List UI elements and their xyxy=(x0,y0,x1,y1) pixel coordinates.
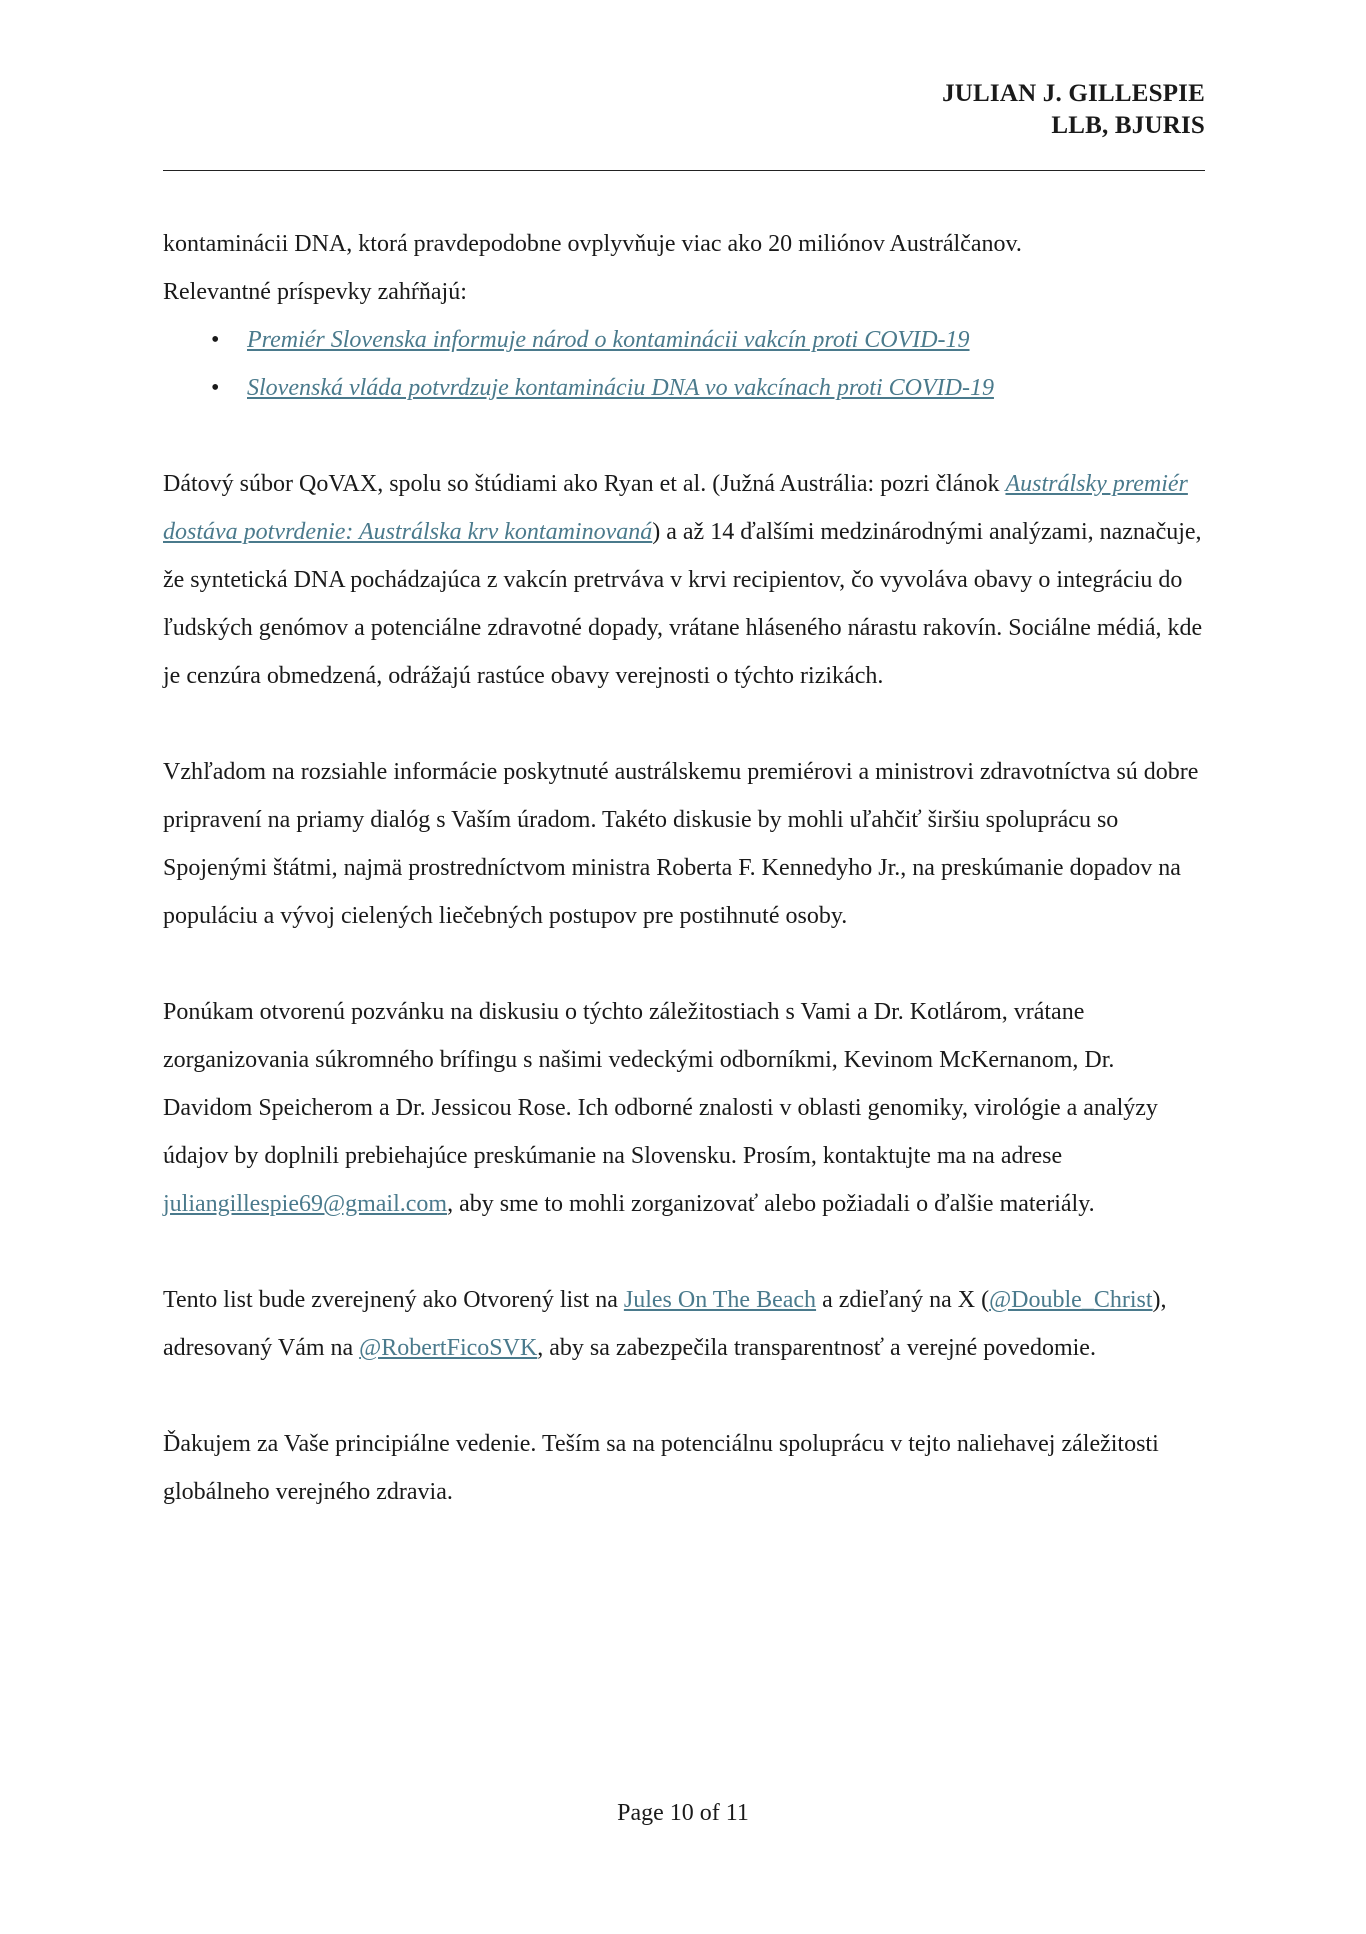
publication-text-2: a zdieľaný na X ( xyxy=(816,1287,990,1313)
paragraph-publication xyxy=(163,1276,1205,1372)
letterhead-name: JULIAN J. GILLESPIE xyxy=(942,80,1205,107)
reference-list xyxy=(163,316,1205,412)
letterhead-credentials: LLB, BJURIS xyxy=(1051,112,1205,139)
paragraph-thanks: Ďakujem za Vaše principiálne vedenie. Teším sa na potenciálnu spoluprácu v tejto naliehavej záležitosti globálneho verejného zdravia. xyxy=(163,1431,1159,1505)
publication-text-4: , aby sa zabezpečila transparentnosť a verejné povedomie. xyxy=(537,1335,1096,1361)
paragraph-dialog: Vzhľadom na rozsiahle informácie poskytnuté austrálskemu premiérovi a ministrovi zdravotníctva sú dobre pripravení na priamy dialóg s Vaším úradom. Takéto diskusie by mohli uľahčiť širšiu spoluprácu so Spojenými štátmi, najmä prostredníctvom ministra Roberta F. Kennedyho Jr., na preskúmanie dopadov na populáciu a vývoj cielených liečebných postupov pre postihnuté osoby. xyxy=(163,759,1199,929)
invitation-text-after: , aby sme to mohli zorganizovať alebo požiadali o ďalšie materiály. xyxy=(447,1191,1095,1217)
blog-link[interactable]: Jules On The Beach xyxy=(623,1287,817,1313)
list-item xyxy=(163,316,1205,364)
intro-paragraph xyxy=(163,220,1205,316)
article-link-australian-pm[interactable]: Austrálsky premiér dostáva potvrdenie: Austrálska krv kontaminovaná xyxy=(163,471,1188,545)
header-divider xyxy=(163,170,1205,171)
publication-text-1: Tento list bude zverejnený ako Otvorený list na xyxy=(163,1287,624,1313)
email-link[interactable]: juliangillespie69@gmail.com xyxy=(163,1191,448,1217)
reference-link-slovak-pm[interactable]: Premiér Slovenska informuje národ o kontaminácii vakcín proti COVID-19 xyxy=(247,327,970,353)
bullet-icon: • xyxy=(211,327,220,353)
qovax-text-before: Dátový súbor QoVAX, spolu so štúdiami ako Ryan et al. (Južná Austrália: pozri článok xyxy=(163,471,1006,497)
qovax-text-after: ) a až 14 ďalšími medzinárodnými analýzami, naznačuje, že syntetická DNA pochádzajúca z vakcín pretrváva v krvi recipientov, čo vyvoláva obavy o integráciu do ľudských genómov a potenciálne zdravotné dopady, vrátane hláseného nárastu rakovín. Sociálne médiá, kde je cenzúra obmedzená, odrážajú rastúce obavy verejnosti o týchto rizikách. xyxy=(163,519,1203,689)
list-item xyxy=(163,364,1205,412)
paragraph-qovax xyxy=(163,460,1205,700)
publication-text-3: ), adresovaný Vám na xyxy=(163,1287,1167,1361)
invitation-text-before: Ponúkam otvorenú pozvánku na diskusiu o týchto záležitostiach s Vami a Dr. Kotlárom, vrátane zorganizovania súkromného brífingu s našimi vedeckými odborníkmi, Kevinom McKernanom, Dr. Davidom Speicherom a Dr. Jessicou Rose. Ich odborné znalosti v oblasti genomiky, virológie a analýzy údajov by doplnili prebiehajúce preskúmanie na Slovensku. Prosím, kontaktujte ma na adrese xyxy=(163,999,1158,1169)
x-handle-link[interactable]: @Double_Christ xyxy=(989,1287,1153,1313)
letterhead xyxy=(942,78,1205,142)
letter-body xyxy=(163,220,1205,1564)
intro-line-2: Relevantné príspevky zahŕňajú: xyxy=(163,279,467,305)
paragraph-invitation xyxy=(163,988,1205,1228)
page-number: Page 10 of 11 xyxy=(617,1800,749,1826)
bullet-icon: • xyxy=(211,375,220,401)
intro-line-1: kontaminácii DNA, ktorá pravdepodobne ovplyvňuje viac ako 20 miliónov Austrálčanov. xyxy=(163,231,1022,257)
reference-link-slovak-govt[interactable]: Slovenská vláda potvrdzuje kontamináciu DNA vo vakcínach proti COVID-19 xyxy=(247,375,994,401)
pm-handle-link[interactable]: @RobertFicoSVK xyxy=(359,1335,538,1361)
